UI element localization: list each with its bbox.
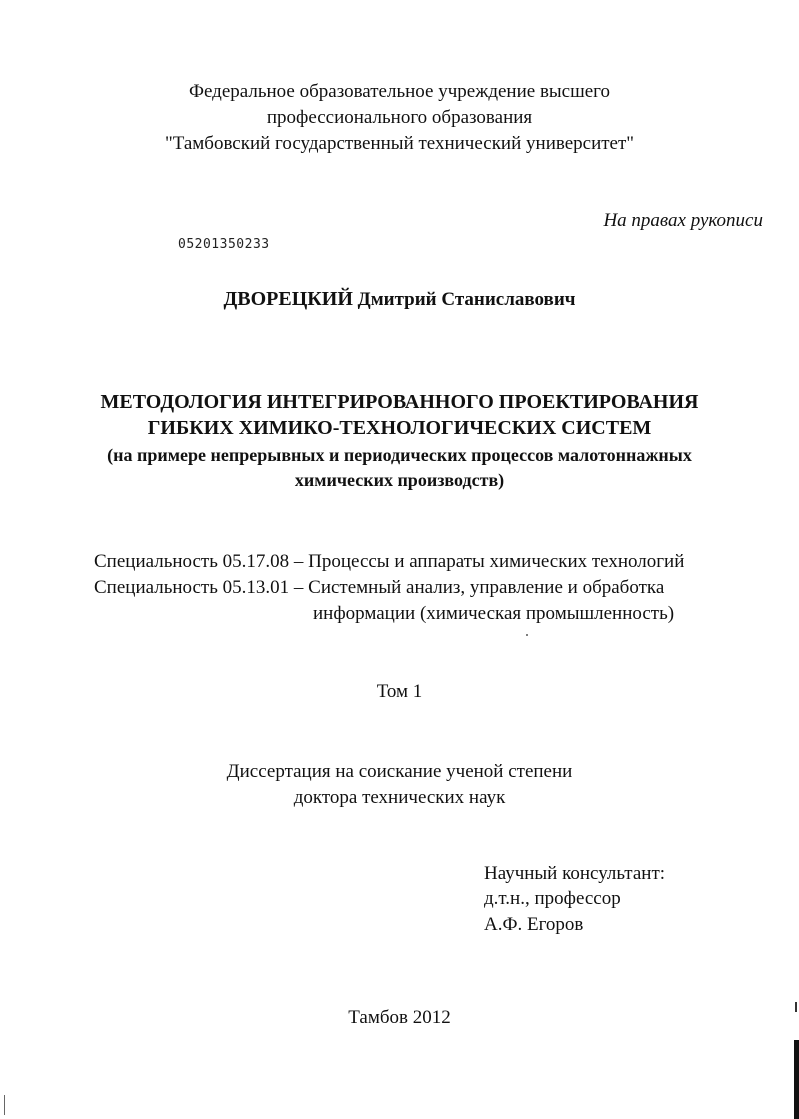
author-surname: ДВОРЕЦКИЙ xyxy=(223,288,353,310)
specialty-1: Специальность 05.17.08 – Процессы и аппараты химических технологий xyxy=(94,551,685,572)
institution-line-2: профессионального образования xyxy=(266,107,533,128)
title-line-2: ГИБКИХ ХИМИКО-ТЕХНОЛОГИЧЕСКИХ СИСТЕМ xyxy=(147,417,652,439)
specialty-2: Специальность 05.13.01 – Системный анализ, управление и обработка xyxy=(94,577,665,598)
advisor-name: А.Ф. Егоров xyxy=(484,914,584,935)
rights-note: На правах рукописи xyxy=(603,210,763,231)
author-given-names: Дмитрий Станиславович xyxy=(357,289,576,310)
place-year: Тамбов 2012 xyxy=(348,1007,451,1028)
title-line-1: МЕТОДОЛОГИЯ ИНТЕГРИРОВАННОГО ПРОЕКТИРОВАНИЯ xyxy=(100,391,699,413)
subtitle-line-2: химических производств) xyxy=(294,470,505,490)
scan-edge-mark-left xyxy=(4,1095,5,1115)
scan-speck xyxy=(526,634,528,636)
subtitle-line-1: (на примере непрерывных и периодических процессов малотоннажных xyxy=(107,445,692,465)
advisor-label: Научный консультант: xyxy=(484,863,666,884)
advisor-rank: д.т.н., профессор xyxy=(484,888,621,909)
author-name xyxy=(0,286,799,313)
degree-line-2: доктора технических наук xyxy=(293,787,506,808)
institution-line-1: Федеральное образовательное учреждение высшего xyxy=(188,81,611,102)
institution-line-3: "Тамбовский государственный технический университет" xyxy=(164,133,635,154)
volume: Том 1 xyxy=(376,681,423,702)
scan-edge-mark xyxy=(795,1002,797,1012)
scan-edge-shadow xyxy=(794,1040,799,1119)
degree-line-1: Диссертация на соискание ученой степени xyxy=(226,761,573,782)
specialty-2-continuation: информации (химическая промышленность) xyxy=(313,603,675,624)
catalog-number: 05201350233 xyxy=(178,237,270,252)
